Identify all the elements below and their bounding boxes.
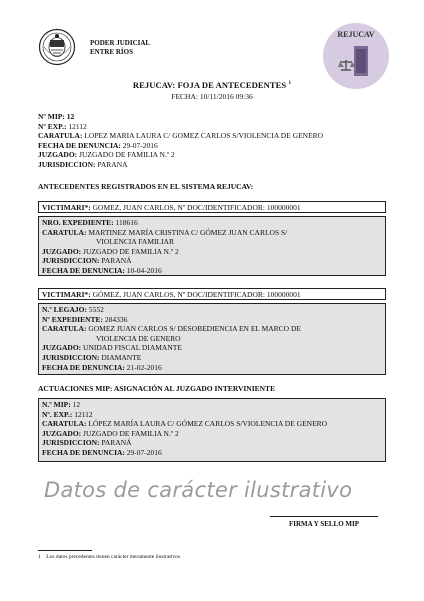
footnote: 1 Los datos precedentes tienen carácter meramente ilustrativos bbox=[38, 554, 181, 560]
victimario-box-2: VICTIMARI*: GÓMEZ, JUAN CARLOS, Nº DOC/IDENTIFICADOR: 100000001 bbox=[38, 288, 386, 300]
footnote-divider bbox=[38, 550, 92, 551]
organization-name: PODER JUDICIAL ENTRE RÍOS bbox=[90, 39, 151, 56]
coat-of-arms-icon bbox=[38, 28, 76, 66]
signature-label: FIRMA Y SELLO MIP bbox=[288, 520, 360, 528]
antecedente-box-1: NRO. EXPEDIENTE: 118616 CARATULA: MARTINEZ MARÍA CRISTINA C/ GÓMEZ JUAN CARLOS S/ VIOLENCIA FAMILIAR JUZGADO: JUZGADO DE FAMILIA N.º 2 JURISDICCION: PARANÁ FECHA DE DENUNCIA: 10-04-2016 bbox=[38, 216, 386, 276]
document-title: REJUCAV: FOJA DE ANTECEDENTES $^1$ bbox=[132, 80, 292, 90]
watermark-text: Datos de carácter ilustrativo bbox=[44, 478, 353, 502]
victimario-box-1: VICTIMARI*: GOMEZ, JUAN CARLOS, Nº DOC/IDENTIFICADOR: 100000001 bbox=[38, 201, 386, 213]
antecedente-box-2: N.º LEGAJO: 5552 Nº EXPEDIENTE: 284336 CARATULA: GOMEZ JUAN CARLOS S/ DESOBEDIENCIA EN EL MARCO DE VIOLENCIA DE GENERO JUZGADO: UNIDAD FISCAL DIAMANTE JURISDICCION: DIAMANTE FECHA DE DENUNCIA: 21-02-2016 bbox=[38, 303, 386, 375]
main-record: Nº MIP: 12 Nº EXP.: 12112 CARATULA: LOPEZ MARIA LAURA C/ GOMEZ CARLOS S/VIOLENCIA DE GENERO FECHA DE DENUNCIA: 29-07-2016 JUZGADO: JUZGADO DE FAMILIA N.º 2 JURISDICCION: PARANA bbox=[38, 112, 324, 169]
antecedentes-heading: ANTECEDENTES REGISTRADOS EN EL SISTEMA REJUCAV: bbox=[38, 182, 254, 191]
svg-text:REJUCAV: REJUCAV bbox=[337, 30, 375, 39]
document-date: FECHA: 10/11/2016 09:36 bbox=[171, 92, 253, 101]
signature-line bbox=[270, 516, 378, 517]
actuaciones-box: N.º MIP: 12 Nº. EXP.: 12112 CARATULA: LÓPEZ MARÍA LAURA C/ GÓMEZ CARLOS S/VIOLENCIA DE GENERO JUZGADO: JUZGADO DE FAMILIA N.º 2 JURISDICCION: PARANÁ FECHA DE DENUNCIA: 29-07-2016 bbox=[38, 398, 386, 462]
actuaciones-heading: ACTUACIONES MIP: ASIGNACIÓN AL JUZGADO INTERVINIENTE bbox=[38, 384, 276, 393]
